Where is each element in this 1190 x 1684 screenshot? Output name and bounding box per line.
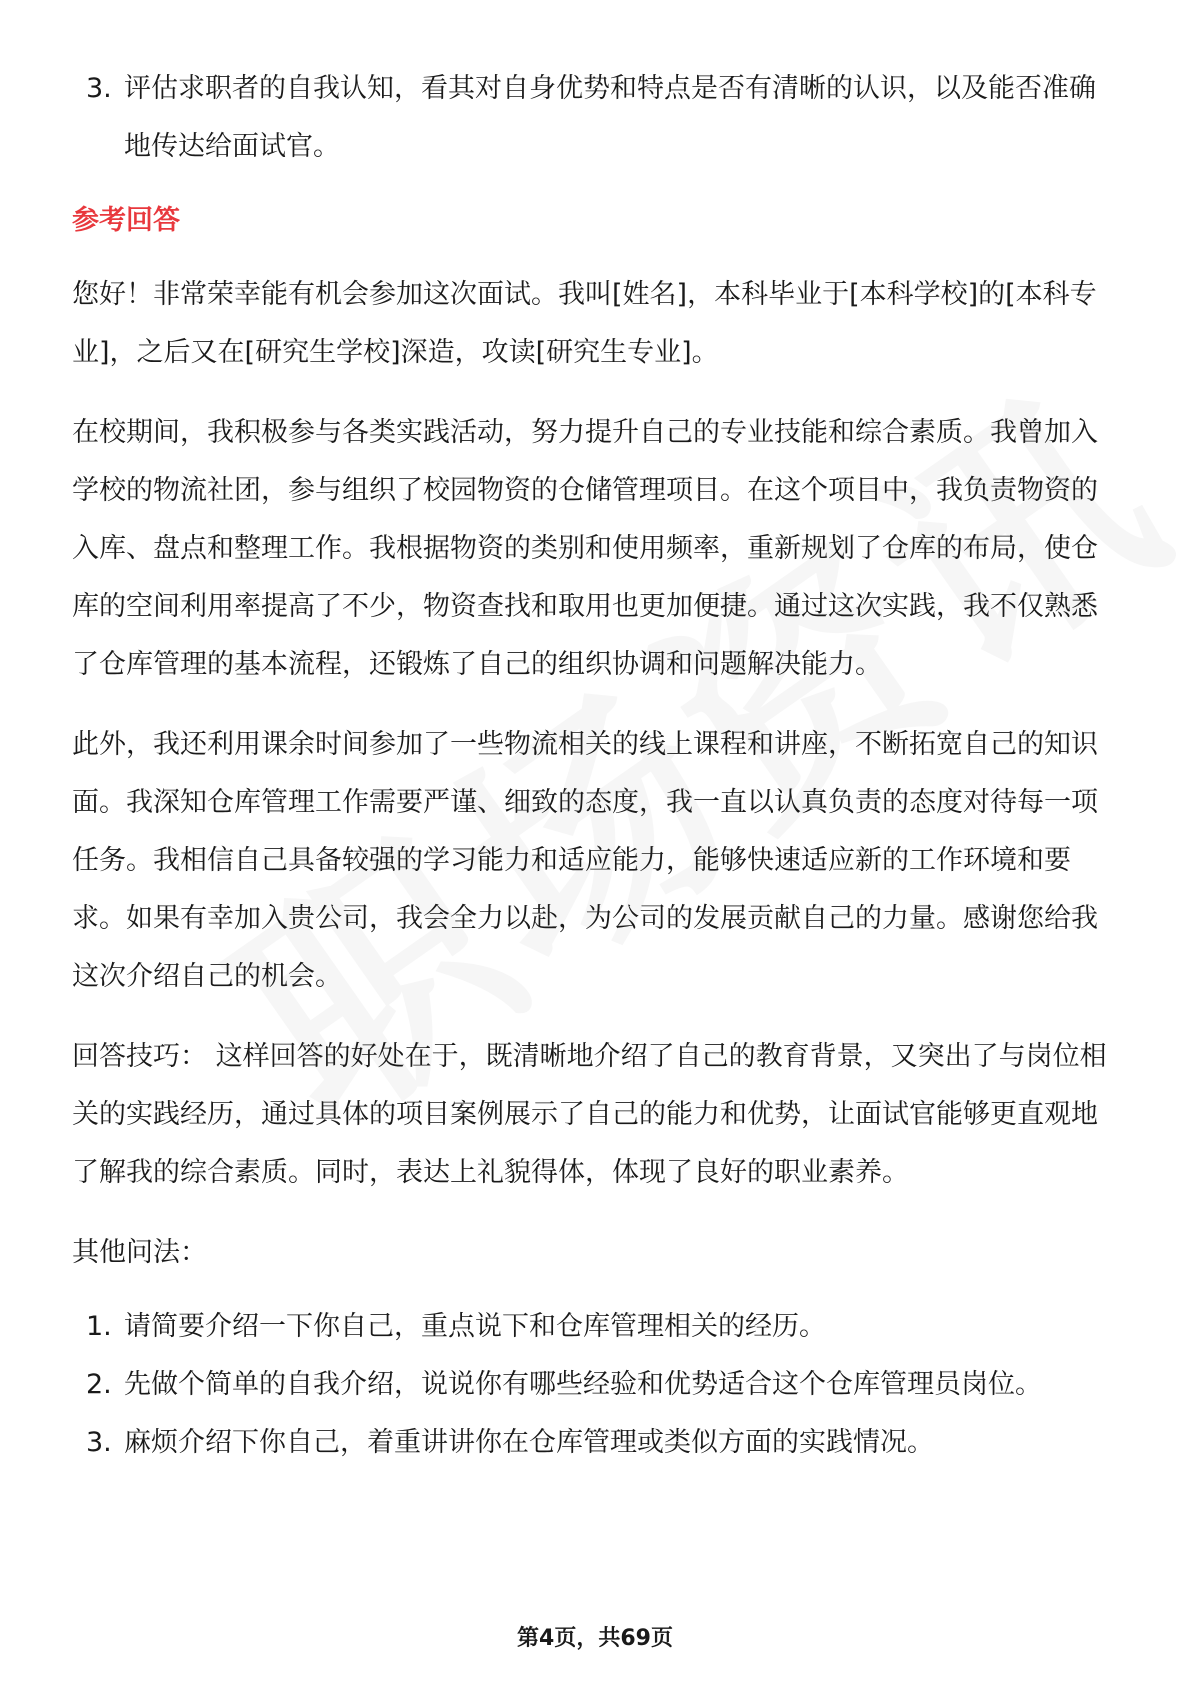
list-item: [72, 1356, 1112, 1414]
reference-answer-heading: 参考回答: [72, 205, 180, 236]
answer-paragraph: 您好！非常荣幸能有机会参加这次面试。我叫[姓名]，本科毕业于[本科学校]的[本科专业]，之后又在[研究生学校]深造，攻读[研究生专业]。: [72, 279, 1097, 368]
list-item: [72, 1298, 1112, 1356]
list-item-text: 先做个简单的自我介绍，说说你有哪些经验和优势适合这个仓库管理员岗位。: [124, 1369, 1042, 1400]
list-item-number: 3.: [86, 73, 112, 104]
list-item-number: 3.: [86, 1427, 112, 1458]
list-item: [72, 1414, 1112, 1472]
answer-paragraph: 此外，我还利用课余时间参加了一些物流相关的线上课程和讲座，不断拓宽自己的知识面。我深知仓库管理工作需要严谨、细致的态度，我一直以认真负责的态度对待每一项任务。我相信自己具备较强的学习能力和适应能力，能够快速适应新的工作环境和要求。如果有幸加入贵公司，我会全力以赴，为公司的发展贡献自己的力量。感谢您给我这次介绍自己的机会。: [72, 729, 1098, 992]
page-content: [72, 60, 1112, 1472]
other-questions-label: 其他问法：: [72, 1237, 207, 1268]
list-item-text: 评估求职者的自我认知，看其对自身优势和特点是否有清晰的认识，以及能否准确地传达给面试官。: [124, 73, 1096, 162]
list-item-number: 1.: [86, 1311, 112, 1342]
page-number-footer: 第4页，共69页: [517, 1626, 673, 1651]
list-item: [72, 60, 1112, 176]
other-questions-list: [72, 1298, 1112, 1472]
answer-paragraph: 在校期间，我积极参与各类实践活动，努力提升自己的专业技能和综合素质。我曾加入学校的物流社团，参与组织了校园物资的仓储管理项目。在这个项目中，我负责物资的入库、盘点和整理工作。我根据物资的类别和使用频率，重新规划了仓库的布局，使仓库的空间利用率提高了不少，物资查找和取用也更加便捷。通过这次实践，我不仅熟悉了仓库管理的基本流程，还锻炼了自己的组织协调和问题解决能力。: [72, 417, 1098, 680]
answer-tips-paragraph: 回答技巧： 这样回答的好处在于，既清晰地介绍了自己的教育背景，又突出了与岗位相关的实践经历，通过具体的项目案例展示了自己的能力和优势，让面试官能够更直观地了解我的综合素质。同时，表达上礼貌得体，体现了良好的职业素养。: [72, 1041, 1107, 1188]
list-item-number: 2.: [86, 1369, 112, 1400]
criteria-list: [72, 60, 1112, 176]
list-item-text: 请简要介绍一下你自己，重点说下和仓库管理相关的经历。: [124, 1311, 826, 1342]
list-item-text: 麻烦介绍下你自己，着重讲讲你在仓库管理或类似方面的实践情况。: [124, 1427, 934, 1458]
